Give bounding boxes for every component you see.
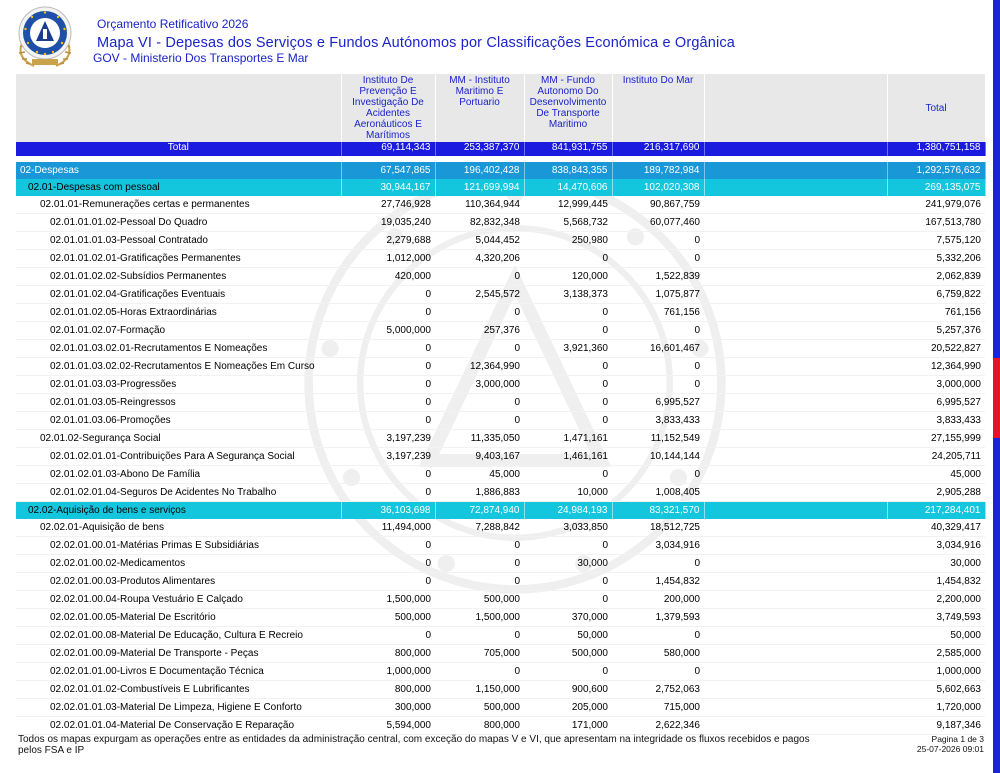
total-row — [16, 142, 985, 156]
table-row — [16, 179, 985, 196]
row-label: 02.01.01.02.07-Formação — [16, 322, 341, 340]
cell-value: 2,545,572 — [435, 286, 524, 304]
row-label: 02.02.01.00.05-Material De Escritório — [16, 609, 341, 627]
cell-value: 9,187,346 — [887, 717, 985, 735]
row-label: 02.01.01.03.03-Progressões — [16, 376, 341, 394]
cell-value: 12,999,445 — [524, 196, 612, 214]
cell-value: 90,867,759 — [612, 196, 704, 214]
cell-value: 0 — [612, 322, 704, 340]
cell-value — [704, 717, 887, 735]
table-row — [16, 663, 985, 681]
cell-value: 1,008,405 — [612, 484, 704, 502]
row-label: 02.02.01.01.04-Material De Conservação E Reparação — [16, 717, 341, 735]
cell-value: 500,000 — [435, 699, 524, 717]
cell-value: 6,995,527 — [887, 394, 985, 412]
table-header-row — [16, 74, 985, 142]
row-label: 02.02.01.01.03-Material De Limpeza, Higiene E Conforto — [16, 699, 341, 717]
cell-value: 838,843,355 — [524, 162, 612, 179]
cell-value: 0 — [435, 268, 524, 286]
cell-value: 3,833,433 — [887, 412, 985, 430]
cell-value: 2,905,288 — [887, 484, 985, 502]
cell-value — [704, 340, 887, 358]
cell-value: 0 — [435, 394, 524, 412]
cell-value: 0 — [435, 412, 524, 430]
cell-value: 36,103,698 — [341, 502, 435, 520]
cell-value: 0 — [524, 466, 612, 484]
cell-value — [704, 537, 887, 555]
cell-value: 67,547,865 — [341, 162, 435, 179]
row-label: 02.01.01.02.02-Subsídios Permanentes — [16, 268, 341, 286]
table-row — [16, 681, 985, 699]
row-label: 02.02.01-Aquisição de bens — [16, 519, 341, 537]
cell-value: 0 — [341, 627, 435, 645]
cell-value — [704, 142, 887, 156]
cell-value: 30,000 — [887, 555, 985, 573]
column-header-ipiaam: Instituto De Prevenção E Investigação De Acidentes Aeronáuticos E Marítimos — [341, 74, 435, 142]
row-label: 02.01.01.03.02.01-Recrutamentos E Nomeações — [16, 340, 341, 358]
cell-value: 3,000,000 — [435, 376, 524, 394]
cell-value: 27,155,999 — [887, 430, 985, 448]
row-label: 02.01-Despesas com pessoal — [16, 179, 341, 196]
cell-value: 60,077,460 — [612, 214, 704, 232]
table-row — [16, 286, 985, 304]
cell-value — [704, 681, 887, 699]
cell-value: 1,292,576,632 — [887, 162, 985, 179]
cell-value: 0 — [435, 627, 524, 645]
cell-value — [704, 250, 887, 268]
cell-value: 0 — [341, 376, 435, 394]
row-label: 02.02-Aquisição de bens e serviços — [16, 502, 341, 520]
cell-value: 5,568,732 — [524, 214, 612, 232]
row-label: 02.02.01.00.04-Roupa Vestuário E Calçado — [16, 591, 341, 609]
cell-value: 11,152,549 — [612, 430, 704, 448]
cell-value: 171,000 — [524, 717, 612, 735]
cell-value: 205,000 — [524, 699, 612, 717]
cell-value: 0 — [524, 412, 612, 430]
cell-value: 14,470,606 — [524, 179, 612, 196]
table-row — [16, 430, 985, 448]
cell-value: 24,984,193 — [524, 502, 612, 520]
cell-value: 5,332,206 — [887, 250, 985, 268]
cell-value: 30,944,167 — [341, 179, 435, 196]
cell-value: 3,033,850 — [524, 519, 612, 537]
cell-value: 2,200,000 — [887, 591, 985, 609]
cell-value: 3,749,593 — [887, 609, 985, 627]
cell-value — [704, 412, 887, 430]
cell-value: 0 — [612, 232, 704, 250]
side-accent-bar — [993, 0, 1000, 773]
cell-value: 580,000 — [612, 645, 704, 663]
cell-value: 10,000 — [524, 484, 612, 502]
row-label: 02.02.01.00.02-Medicamentos — [16, 555, 341, 573]
cell-value: 196,402,428 — [435, 162, 524, 179]
cell-value: 11,494,000 — [341, 519, 435, 537]
report-header — [0, 0, 1000, 72]
cell-value: 217,284,401 — [887, 502, 985, 520]
cell-value — [704, 268, 887, 286]
table-row — [16, 537, 985, 555]
cell-value: 82,832,348 — [435, 214, 524, 232]
cell-value — [704, 466, 887, 484]
cell-value: 370,000 — [524, 609, 612, 627]
table-row — [16, 250, 985, 268]
cell-value: 40,329,417 — [887, 519, 985, 537]
table-row — [16, 699, 985, 717]
cell-value: 1,500,000 — [435, 609, 524, 627]
row-label: 02.01.02.01.03-Abono De Família — [16, 466, 341, 484]
table-row — [16, 394, 985, 412]
cell-value: 0 — [341, 484, 435, 502]
cell-value: 800,000 — [341, 681, 435, 699]
cell-value: 3,833,433 — [612, 412, 704, 430]
table-row — [16, 322, 985, 340]
cell-value: 500,000 — [435, 591, 524, 609]
row-label: 02.01.01.02.05-Horas Extraordinárias — [16, 304, 341, 322]
table-row — [16, 340, 985, 358]
cell-value: 2,622,346 — [612, 717, 704, 735]
cell-value: 0 — [524, 250, 612, 268]
budget-label: Orçamento Retificativo 2026 — [97, 17, 249, 31]
cell-value: 1,454,832 — [612, 573, 704, 591]
cell-value: 0 — [524, 358, 612, 376]
cell-value: 1,886,883 — [435, 484, 524, 502]
cell-value: 1,471,161 — [524, 430, 612, 448]
cell-value — [704, 627, 887, 645]
cell-value — [704, 555, 887, 573]
cell-value: 0 — [612, 466, 704, 484]
cell-value: 500,000 — [341, 609, 435, 627]
table-row — [16, 162, 985, 179]
cell-value — [704, 322, 887, 340]
cell-value: 0 — [341, 573, 435, 591]
table-row — [16, 232, 985, 250]
cell-value: 3,000,000 — [887, 376, 985, 394]
cell-value — [704, 179, 887, 196]
cell-value — [704, 394, 887, 412]
row-label: 02.02.01.00.01-Matérias Primas E Subsidiárias — [16, 537, 341, 555]
column-header — [704, 74, 887, 142]
table-row — [16, 502, 985, 520]
column-header — [16, 74, 341, 142]
row-label: 02.02.01.00.03-Produtos Alimentares — [16, 573, 341, 591]
cell-value: 3,197,239 — [341, 448, 435, 466]
cell-value: 16,601,467 — [612, 340, 704, 358]
table-row — [16, 717, 985, 735]
cell-value: 1,720,000 — [887, 699, 985, 717]
cell-value — [704, 162, 887, 179]
cell-value: 800,000 — [435, 717, 524, 735]
cell-value: 50,000 — [887, 627, 985, 645]
cell-value: 45,000 — [887, 466, 985, 484]
cell-value: 0 — [524, 663, 612, 681]
table-row — [16, 573, 985, 591]
table-row — [16, 376, 985, 394]
column-header-imp: MM - Instituto Maritimo E Portuario — [435, 74, 524, 142]
cell-value — [704, 196, 887, 214]
ministry-subtitle: GOV - Ministerio Dos Transportes E Mar — [93, 51, 309, 65]
cell-value — [704, 591, 887, 609]
cell-value: 1,000,000 — [341, 663, 435, 681]
table-row — [16, 412, 985, 430]
cell-value: 0 — [612, 250, 704, 268]
cell-value — [704, 358, 887, 376]
cell-value: 102,020,308 — [612, 179, 704, 196]
cell-value: 2,585,000 — [887, 645, 985, 663]
row-label: 02.01.01.02.04-Gratificações Eventuais — [16, 286, 341, 304]
cell-value: 0 — [524, 394, 612, 412]
cell-value: 0 — [435, 340, 524, 358]
row-label: 02.01.02.01.01-Contribuições Para A Segurança Social — [16, 448, 341, 466]
table-row — [16, 555, 985, 573]
cell-value: 705,000 — [435, 645, 524, 663]
cell-value: 19,035,240 — [341, 214, 435, 232]
cell-value — [704, 573, 887, 591]
cell-value: 0 — [435, 304, 524, 322]
cell-value: 2,279,688 — [341, 232, 435, 250]
cell-value: 45,000 — [435, 466, 524, 484]
row-label: 02.01.02-Segurança Social — [16, 430, 341, 448]
table-row — [16, 304, 985, 322]
cell-value: 253,387,370 — [435, 142, 524, 156]
cell-value: 189,782,984 — [612, 162, 704, 179]
cell-value: 3,921,360 — [524, 340, 612, 358]
cell-value: 50,000 — [524, 627, 612, 645]
cell-value: 0 — [341, 358, 435, 376]
cell-value: 0 — [341, 555, 435, 573]
row-label: 02.01.01.02.01-Gratificações Permanentes — [16, 250, 341, 268]
cell-value: 0 — [341, 537, 435, 555]
table-row — [16, 448, 985, 466]
row-label: 02.01.01.01.02-Pessoal Do Quadro — [16, 214, 341, 232]
table-row — [16, 466, 985, 484]
row-label: 02-Despesas — [16, 162, 341, 179]
cell-value: 250,980 — [524, 232, 612, 250]
cell-value: 1,150,000 — [435, 681, 524, 699]
cell-value: 6,995,527 — [612, 394, 704, 412]
cell-value: 24,205,711 — [887, 448, 985, 466]
cell-value: 1,379,593 — [612, 609, 704, 627]
cell-value: 0 — [612, 555, 704, 573]
cell-value: 0 — [341, 340, 435, 358]
cell-value — [704, 645, 887, 663]
cell-value: 0 — [435, 555, 524, 573]
cell-value: 0 — [612, 358, 704, 376]
cell-value: 20,522,827 — [887, 340, 985, 358]
cell-value: 12,364,990 — [887, 358, 985, 376]
table-row — [16, 519, 985, 537]
cell-value: 257,376 — [435, 322, 524, 340]
row-label: 02.01.01.03.05-Reingressos — [16, 394, 341, 412]
column-header-instituto-mar: Instituto Do Mar — [612, 74, 704, 142]
cell-value — [704, 609, 887, 627]
cell-value: 3,197,239 — [341, 430, 435, 448]
cell-value: 500,000 — [524, 645, 612, 663]
cell-value: 200,000 — [612, 591, 704, 609]
cell-value — [704, 376, 887, 394]
cell-value: 69,114,343 — [341, 142, 435, 156]
cell-value: 5,044,452 — [435, 232, 524, 250]
row-label: 02.02.01.01.02-Combustíveis E Lubrificantes — [16, 681, 341, 699]
cell-value: 12,364,990 — [435, 358, 524, 376]
cell-value: 9,403,167 — [435, 448, 524, 466]
table-row — [16, 484, 985, 502]
column-header-total: Total — [887, 74, 985, 142]
cell-value — [704, 304, 887, 322]
cell-value — [704, 232, 887, 250]
cell-value: 715,000 — [612, 699, 704, 717]
cell-value: 72,874,940 — [435, 502, 524, 520]
cell-value: 2,062,839 — [887, 268, 985, 286]
cell-value: 5,000,000 — [341, 322, 435, 340]
cell-value: 1,454,832 — [887, 573, 985, 591]
row-label: 02.01.01.03.02.02-Recrutamentos E Nomeações Em Curso — [16, 358, 341, 376]
cell-value: 1,380,751,158 — [887, 142, 985, 156]
cell-value: 0 — [435, 573, 524, 591]
table-row — [16, 358, 985, 376]
cell-value: 0 — [341, 412, 435, 430]
row-label: 02.02.01.01.00-Livros E Documentação Técnica — [16, 663, 341, 681]
cell-value: 216,317,690 — [612, 142, 704, 156]
column-header-fundo-maritimo: MM - Fundo Autonomo Do Desenvolvimento De Transporte Maritimo — [524, 74, 612, 142]
cell-value: 0 — [341, 304, 435, 322]
table-row — [16, 214, 985, 232]
table-row — [16, 196, 985, 214]
cell-value — [704, 519, 887, 537]
page-title: Mapa VI - Depesas dos Serviços e Fundos Autónomos por Classificações Económica e Orgânica — [97, 35, 735, 51]
cell-value: 83,321,570 — [612, 502, 704, 520]
cell-value: 269,135,075 — [887, 179, 985, 196]
cell-value: 0 — [341, 466, 435, 484]
page-number: Pagina 1 de 3 — [931, 734, 984, 744]
table-row — [16, 591, 985, 609]
cell-value: 420,000 — [341, 268, 435, 286]
cell-value: 1,000,000 — [887, 663, 985, 681]
cell-value: 0 — [341, 286, 435, 304]
cell-value: 0 — [524, 573, 612, 591]
coat-of-arms-icon — [14, 3, 76, 69]
cell-value: 900,600 — [524, 681, 612, 699]
cell-value: 0 — [524, 376, 612, 394]
row-label: Total — [16, 142, 341, 156]
cell-value: 0 — [612, 376, 704, 394]
cell-value: 300,000 — [341, 699, 435, 717]
cell-value — [704, 484, 887, 502]
side-accent-marker — [993, 358, 1000, 438]
cell-value: 241,979,076 — [887, 196, 985, 214]
cell-value: 1,500,000 — [341, 591, 435, 609]
row-label: 02.01.01-Remunerações certas e permanentes — [16, 196, 341, 214]
cell-value — [704, 286, 887, 304]
cell-value: 7,575,120 — [887, 232, 985, 250]
cell-value: 0 — [435, 663, 524, 681]
cell-value: 30,000 — [524, 555, 612, 573]
cell-value: 0 — [524, 591, 612, 609]
cell-value: 0 — [612, 663, 704, 681]
cell-value: 761,156 — [612, 304, 704, 322]
cell-value — [704, 699, 887, 717]
cell-value: 121,699,994 — [435, 179, 524, 196]
cell-value — [704, 663, 887, 681]
cell-value: 5,257,376 — [887, 322, 985, 340]
table-row — [16, 609, 985, 627]
row-label: 02.01.01.03.06-Promoções — [16, 412, 341, 430]
cell-value: 6,759,822 — [887, 286, 985, 304]
cell-value: 2,752,063 — [612, 681, 704, 699]
cell-value: 11,335,050 — [435, 430, 524, 448]
cell-value: 10,144,144 — [612, 448, 704, 466]
table-row — [16, 645, 985, 663]
cell-value: 1,522,839 — [612, 268, 704, 286]
row-label: 02.01.01.01.03-Pessoal Contratado — [16, 232, 341, 250]
cell-value: 841,931,755 — [524, 142, 612, 156]
footer-note: Todos os mapas expurgam as operações entre as entidades da administração central, com exceção do mapas V e VI, que apresentam na integridade os fluxos recebidos e pagos pelos FSA e IP — [18, 734, 810, 756]
cell-value: 4,320,206 — [435, 250, 524, 268]
print-date: 25-07-2026 09:01 — [916, 744, 984, 754]
table-row — [16, 627, 985, 645]
cell-value: 7,288,842 — [435, 519, 524, 537]
cell-value: 1,075,877 — [612, 286, 704, 304]
footer-page-info — [917, 734, 984, 754]
row-label: 02.02.01.00.08-Material De Educação, Cultura E Recreio — [16, 627, 341, 645]
cell-value: 761,156 — [887, 304, 985, 322]
cell-value: 0 — [341, 394, 435, 412]
row-label: 02.02.01.00.09-Material De Transporte - Peças — [16, 645, 341, 663]
table-row — [16, 268, 985, 286]
cell-value — [704, 502, 887, 520]
cell-value: 800,000 — [341, 645, 435, 663]
cell-value: 0 — [435, 537, 524, 555]
cell-value: 1,461,161 — [524, 448, 612, 466]
cell-value — [704, 448, 887, 466]
cell-value — [704, 214, 887, 232]
cell-value: 0 — [524, 322, 612, 340]
cell-value: 3,034,916 — [887, 537, 985, 555]
cell-value: 167,513,780 — [887, 214, 985, 232]
cell-value: 3,138,373 — [524, 286, 612, 304]
cell-value: 120,000 — [524, 268, 612, 286]
cell-value: 27,746,928 — [341, 196, 435, 214]
cell-value: 5,602,663 — [887, 681, 985, 699]
cell-value: 0 — [524, 304, 612, 322]
cell-value: 110,364,944 — [435, 196, 524, 214]
cell-value: 5,594,000 — [341, 717, 435, 735]
cell-value: 3,034,916 — [612, 537, 704, 555]
row-label: 02.01.02.01.04-Seguros De Acidentes No Trabalho — [16, 484, 341, 502]
budget-table — [16, 74, 986, 735]
cell-value: 18,512,725 — [612, 519, 704, 537]
cell-value: 0 — [612, 627, 704, 645]
cell-value: 1,012,000 — [341, 250, 435, 268]
cell-value: 0 — [524, 537, 612, 555]
cell-value — [704, 430, 887, 448]
budget-table-container — [16, 74, 985, 735]
